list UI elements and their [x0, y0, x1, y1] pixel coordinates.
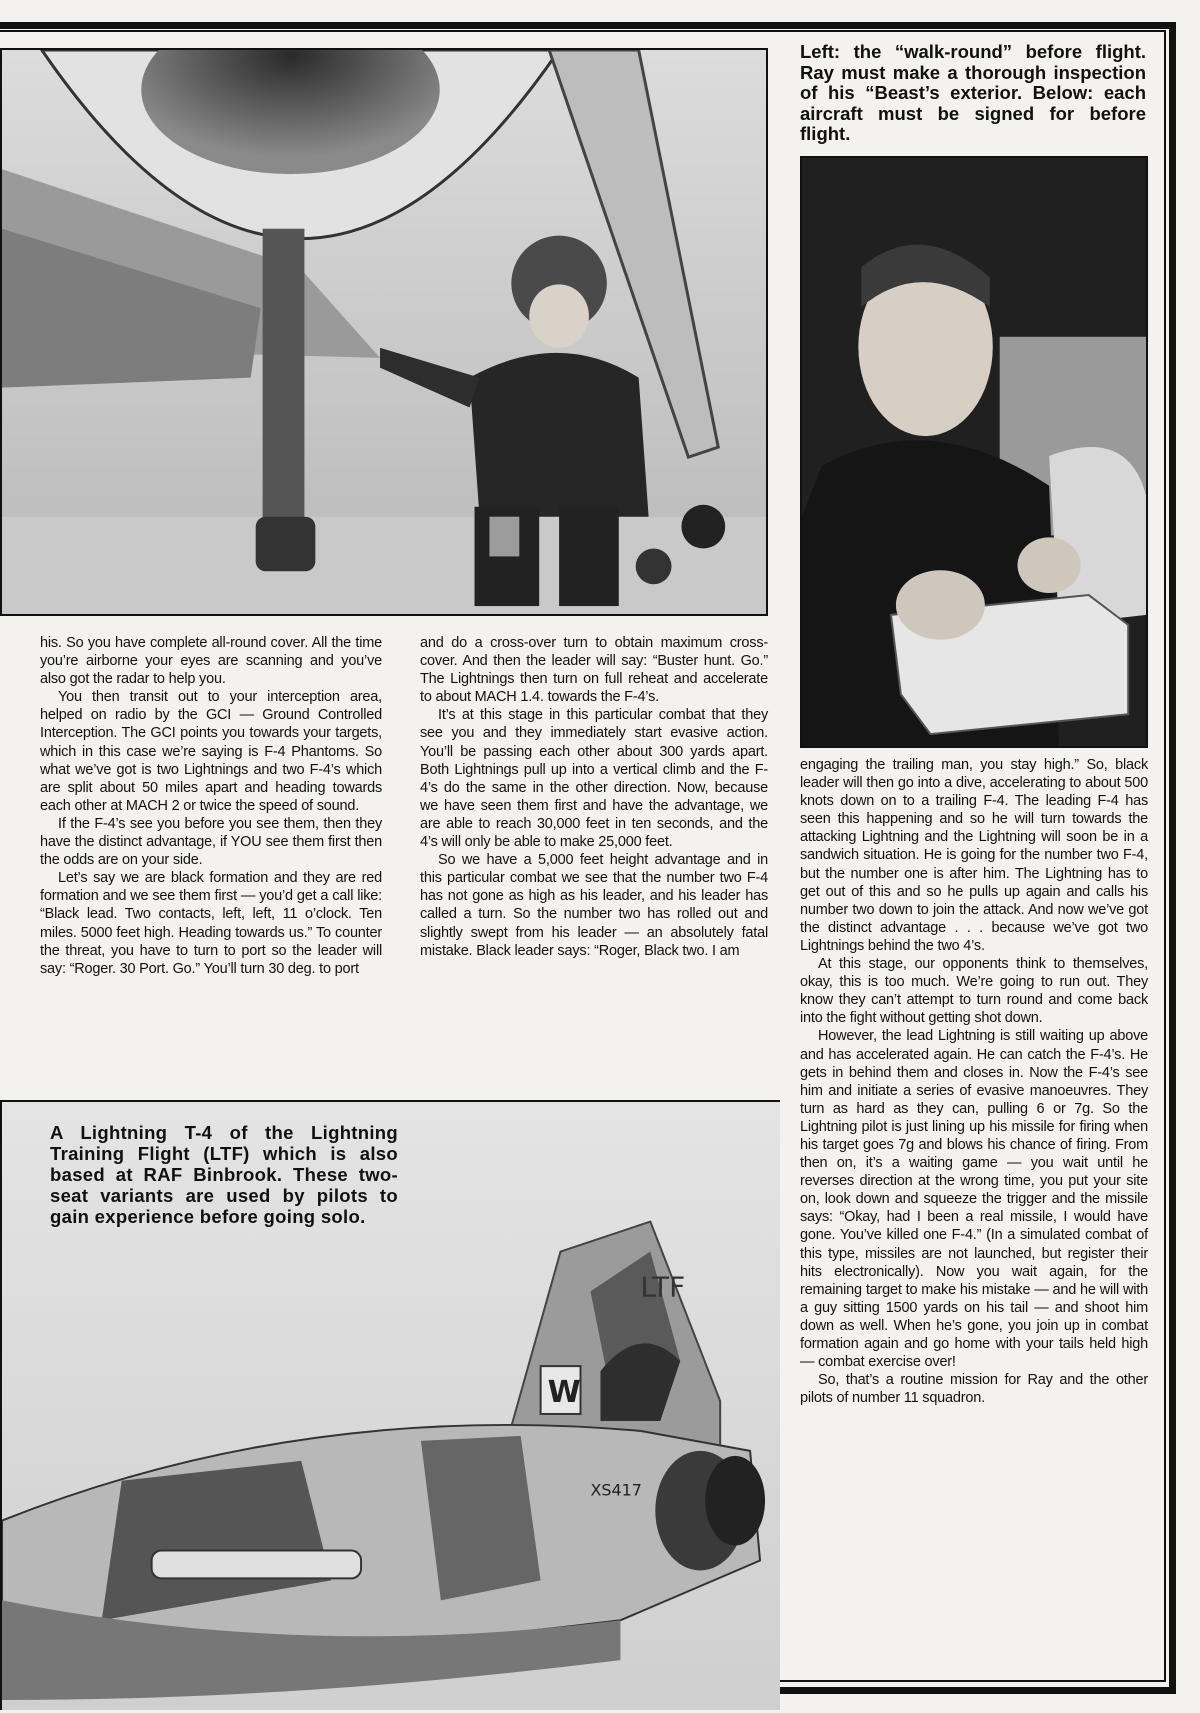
- column3-paragraph: At this stage, our opponents think to themselves, okay, this is too much. We’re going to run out. They know they can’t attempt to turn round and come back into the fight without getting shot down.: [800, 956, 1148, 1027]
- signing-photo-image: [802, 158, 1146, 746]
- article-column-1: [40, 634, 382, 978]
- column2-paragraph: So we have a 5,000 feet height advantage and in this particular combat we see that the number two F-4 has not gone as high as his leader, and his leader has called a turn. So the number two has rolled out and slightly swept from his leader — an absolutely fatal mistake. Black leader says: “Roger, Black two. I am: [420, 852, 768, 959]
- column3-paragraph: So, that’s a routine mission for Ray and the other pilots of number 11 squadron.: [800, 1372, 1148, 1407]
- signing-photo: [800, 156, 1148, 748]
- walkround-photo-image: [2, 50, 766, 614]
- column2-paragraph: It’s at this stage in this particular combat that they see you and they immediately start evasive action. You’ll be passing each other about 300 yards apart. Both Lightnings pull up into a vertical climb and the F-4’s do the same in the other direction. Now, because we have seen them first and have the advantage, we are able to reach 30,000 feet in ten seconds, and the 4’s will only be able to make 25,000 feet.: [420, 707, 768, 851]
- serial-text: XS417: [590, 1480, 642, 1500]
- fin-code-text: LTF: [640, 1270, 686, 1304]
- column1-paragraph: You then transit out to your interception area, helped on radio by the GCI — Ground Controlled Interception. The GCI points you towards your targets, which in this case we’re saying is F-4 Phantoms. So what we’ve got is two Lightnings and two F-4’s which are split about 50 miles apart and heading towards each other at MACH 2 or twice the speed of sound.: [40, 689, 382, 814]
- column1-paragraph: If the F-4’s see you before you see them, then they have the distinct advantage, if YOU see them first then the odds are on your side.: [40, 815, 382, 869]
- column1-paragraph: Let’s say we are black formation and they are red formation and we see them first — you’d get a call like: “Black lead. Two contacts, left, left, 11 o’clock. Ten miles. 5000 feet high. Heading towards us.” To counter the threat, you have to turn to port so the leader will say: “Roger. 30 Port. Go.” You’ll turn 30 deg. to port: [40, 870, 382, 977]
- column3-paragraph: engaging the trailing man, you stay high.” So, black leader will then go into a dive, accelerating to about 500 knots down on to a trailing F-4. The leading F-4 has seen this happening and so he will turn towards the attacking Lightning and the Lightning will soon be in a sandwich situation. He is going for the number two F-4, but the number one is after him. The Lightning has to get out of this and so he pulls up again and calls his number two down to join the attack. And now we’ve got the distinct advantage . . . because we’ve got two Lightnings behind the two 4’s.: [800, 757, 1148, 954]
- top-right-caption: Left: the “walk-round” before flight. Ray must make a thorough inspection of his “Beast’s exterior. Below: each aircraft must be signed for before flight.: [800, 41, 1146, 144]
- article-column-3: [800, 756, 1148, 1407]
- fin-letter-text: W: [547, 1375, 581, 1411]
- walkround-photo: [0, 48, 768, 616]
- column2-paragraph: and do a cross-over turn to obtain maximum cross-cover. And then the leader will say: “Buster hunt. Go.” The Lightnings then turn on full reheat and accelerate to about MACH 1.4. towards the F-4’s.: [420, 635, 768, 706]
- lightning-caption: A Lightning T-4 of the Lightning Training Flight (LTF) which is also based at RAF Binbrook. These two-seat variants are used by pilots to gain experience before going solo.: [50, 1122, 398, 1227]
- column1-paragraph: his. So you have complete all-round cover. All the time you’re airborne your eyes are scanning and you’ve also got the radar to help you.: [40, 635, 382, 688]
- column3-paragraph: However, the lead Lightning is still waiting up above and has accelerated again. He can catch the F-4’s. He gets in behind them and closes in. Now the F-4’s see him and initiate a series of evasive manoeuvres. They turn as hard as they can, pulling 6 or 7g. So the Lightning pilot is just lining up his missile for firing when his target goes 7g and blows his chance of firing. From then on, it’s a waiting game — you wait until he reverses direction at the wrong time, you put your site on, look down and squeeze the trigger and the missile says: “Okay, had I been a real missile, I would have gone. You’ve killed one F-4.” (In a simulated combat of this type, missiles are not launched, but register their hits electronically). Now you wait again, for the remaining target to make his mistake — and he will with a guy sitting 1500 yards on his tail — and shoot him down as well. When he’s gone, you join up in combat formation again and go home with your tails held high — combat exercise over!: [800, 1028, 1148, 1371]
- article-column-2: [420, 634, 768, 960]
